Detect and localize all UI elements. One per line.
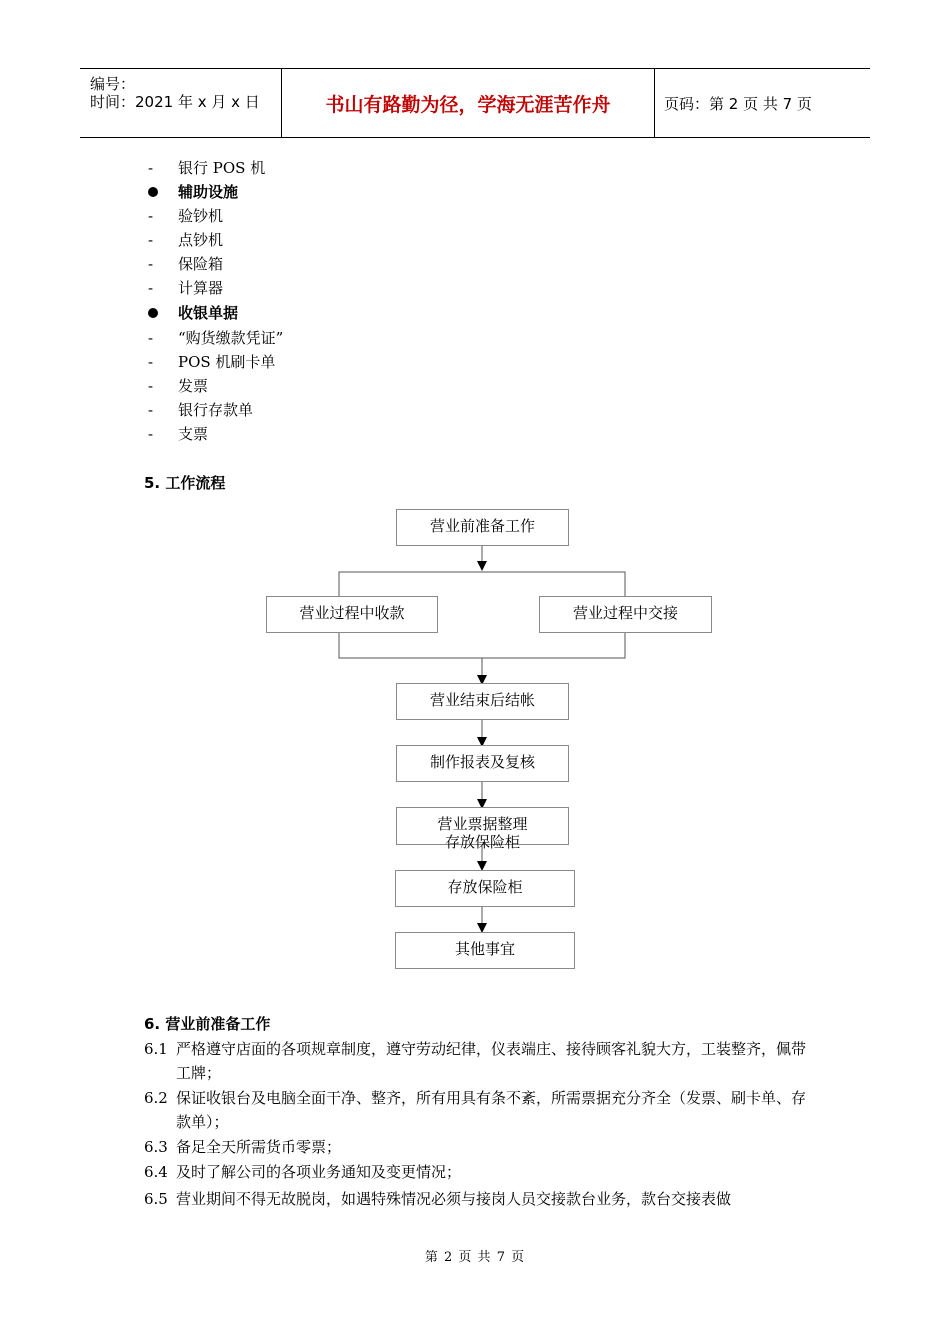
list-item-text: 支票 — [178, 425, 209, 443]
flow-step-handover: 营业过程中交接 — [539, 596, 712, 633]
paragraph-text: 及时了解公司的各项业务通知及变更情况； — [176, 1163, 462, 1181]
section-heading-preparation: 6. 营业前准备工作 — [144, 1015, 271, 1033]
flow-step-organize-line1: 营业票据整理 — [437, 815, 528, 833]
list-item-text: 发票 — [178, 377, 209, 395]
paragraph-number: 6.3 — [144, 1138, 168, 1156]
list-dash: - — [148, 207, 154, 225]
list-dash: - — [148, 279, 154, 297]
list-heading-text: 辅助设施 — [178, 183, 239, 201]
list-dash: - — [148, 329, 154, 347]
list-dash: - — [148, 231, 154, 249]
flow-step-report: 制作报表及复核 — [396, 745, 569, 782]
list-dash: - — [148, 377, 154, 395]
flow-step-prepare: 营业前准备工作 — [396, 509, 569, 546]
list-item-text: 保险箱 — [178, 255, 224, 273]
paragraph-number: 6.2 — [144, 1089, 168, 1107]
list-dash: - — [148, 401, 154, 419]
list-dash: - — [148, 255, 154, 273]
flow-step-organize — [396, 807, 569, 851]
list-dash: - — [148, 159, 154, 177]
paragraph-item — [144, 1160, 824, 1184]
paragraph-number: 6.1 — [144, 1040, 168, 1058]
arrow-head-icon — [477, 561, 487, 571]
list-item-text: 验钞机 — [178, 207, 224, 225]
list-dash: - — [148, 425, 154, 443]
paragraph-item — [144, 1037, 824, 1085]
header-motto: 书山有路勤为径，学海无涯苦作舟 — [281, 69, 655, 137]
list-item-text: 计算器 — [178, 279, 224, 297]
list-heading-text: 收银单据 — [178, 304, 239, 322]
list-dash: - — [148, 353, 154, 371]
paragraph-text: 营业期间不得无故脱岗，如遇特殊情况必须与接岗人员交接款台业务，款台交接表做 — [176, 1190, 732, 1208]
list-item-text: 点钞机 — [178, 231, 224, 249]
paragraph-item — [144, 1187, 824, 1211]
paragraph-text: 备足全天所需货币零票； — [176, 1138, 342, 1156]
paragraph-item — [144, 1135, 824, 1159]
page-footer: 第 2 页 共 7 页 — [424, 1250, 526, 1265]
section-heading-workflow: 5. 工作流程 — [144, 474, 226, 492]
header-page-info: 页码：第 2 页 共 7 页 — [664, 94, 812, 113]
paragraph-item — [144, 1086, 824, 1134]
list-item-text: 银行存款单 — [178, 401, 254, 419]
paragraph-number: 6.5 — [144, 1190, 168, 1208]
document-number-label: 编号： — [90, 75, 136, 93]
list-item-text: 银行 POS 机 — [178, 159, 266, 177]
flow-step-settle: 营业结束后结帐 — [396, 683, 569, 720]
flow-step-store: 存放保险柜 — [395, 870, 575, 907]
list-item-text: “购货缴款凭证” — [178, 329, 284, 347]
paragraph-text: 严格遵守店面的各项规章制度，遵守劳动纪律，仪表端庄、接待顾客礼貌大方，工装整齐，佩带工牌； — [176, 1040, 807, 1082]
flow-step-collect: 营业过程中收款 — [266, 596, 438, 633]
flow-step-other: 其他事宜 — [395, 932, 575, 969]
flow-step-organize-line2: 存放保险柜 — [444, 833, 520, 851]
paragraph-number: 6.4 — [144, 1163, 168, 1181]
list-item-text: POS 机刷卡单 — [178, 353, 276, 371]
document-time-label: 时间：2021 年 x 月 x 日 — [90, 93, 260, 111]
paragraph-text: 保证收银台及电脑全面干净、整齐，所有用具有条不紊，所需票据充分齐全（发票、刷卡单、存款单）； — [176, 1089, 807, 1131]
